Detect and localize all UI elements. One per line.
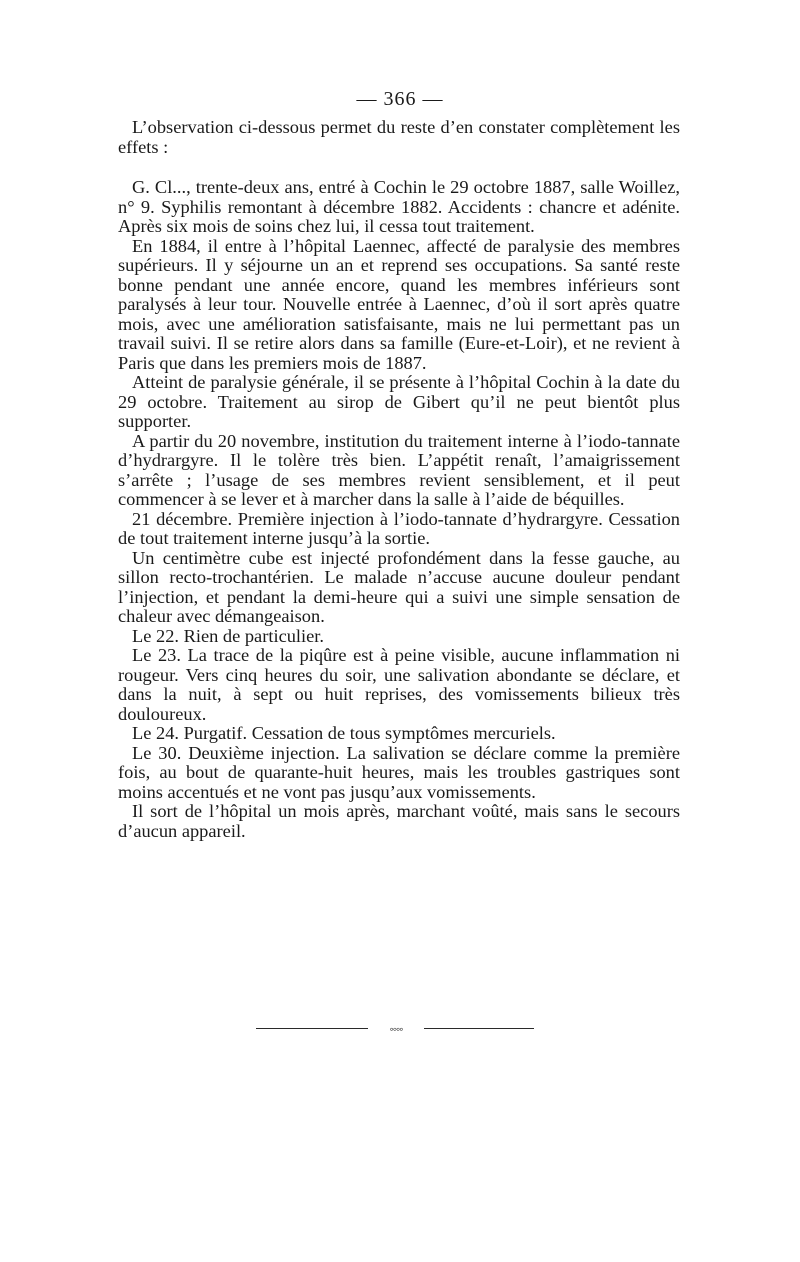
case-paragraph: Le 23. La trace de la piqûre est à peine visible, aucune inflammation ni rougeur. Vers cinq heures du soir, une salivation abondante se déclare, et dans la nuit, à sept ou huit reprises, des vomissements bilieux très douloureux.	[118, 645, 680, 724]
case-paragraph: Il sort de l’hôpital un mois après, marchant voûté, mais sans le secours d’aucun appareil.	[118, 801, 680, 841]
case-paragraph: A partir du 20 novembre, institution du traitement interne à l’iodo-tannate d’hydrargyre. Il le tolère très bien. L’appétit renaît, l’amaigrissement s’arrête ; l’usage de ses membres revient sensiblement, et il peut commencer à se lever et à marcher dans la salle à l’aide de béquilles.	[118, 430, 680, 509]
case-paragraph: Le 30. Deuxième injection. La salivation se déclare comme la première fois, au bout de quarante-huit heures, mais les troubles gastriques sont moins accentués et ne vont pas jusqu’aux vomissements.	[118, 742, 680, 802]
case-paragraph: Un centimètre cube est injecté profondément dans la fesse gauche, au sillon recto-trochantérien. Le malade n’accuse aucune douleur pendant l’injection, et pendant la demi-heure qui a suivi une simple sensation de chaleur avec démangeaison.	[118, 547, 680, 626]
case-paragraph: Le 24. Purgatif. Cessation de tous symptômes mercuriels.	[132, 723, 556, 743]
case-paragraph: Le 22. Rien de particulier.	[132, 625, 325, 646]
section-gap	[118, 157, 680, 178]
divider-ornament: ◦◦◦◦	[368, 1022, 424, 1036]
case-paragraph: Atteint de paralysie générale, il se présente à l’hôpital Cochin à la date du 29 octobre. Traitement au sirop de Gibert qu’il ne peut bientôt plus supporter.	[118, 372, 680, 431]
section-divider	[256, 1022, 534, 1036]
page-number: — 366 —	[356, 88, 444, 110]
case-paragraph: 21 décembre. Première injection à l’iodo-tannate d’hydrargyre. Cessation de tout traitement interne jusqu’à la sortie.	[118, 508, 680, 548]
case-paragraph: En 1884, il entre à l’hôpital Laennec, affecté de paralysie des membres supérieurs. Il y séjourne un an et reprend ses occupations. Sa santé reste bonne pendant une année encore, quand les membres inférieurs sont paralysés à leur tour. Nouvelle entrée à Laennec, d’où il sort après quatre mois, avec une amélioration satisfaisante, mais ne lui permettant pas un travail suivi. Il se retire alors dans sa famille (Eure-et-Loir), et ne revient à Paris que dans les premiers mois de 1887.	[118, 235, 680, 373]
case-paragraph: G. Cl..., trente-deux ans, entré à Cochin le 29 octobre 1887, salle Woillez, n° 9. Syphilis remontant à décembre 1882. Accidents : chancre et adénite. Après six mois de soins chez lui, il cessa tout traitement.	[118, 177, 680, 236]
body-text	[118, 118, 680, 841]
intro-paragraph: L’observation ci-dessous permet du reste d’en constater complètement les effets :	[118, 117, 680, 157]
